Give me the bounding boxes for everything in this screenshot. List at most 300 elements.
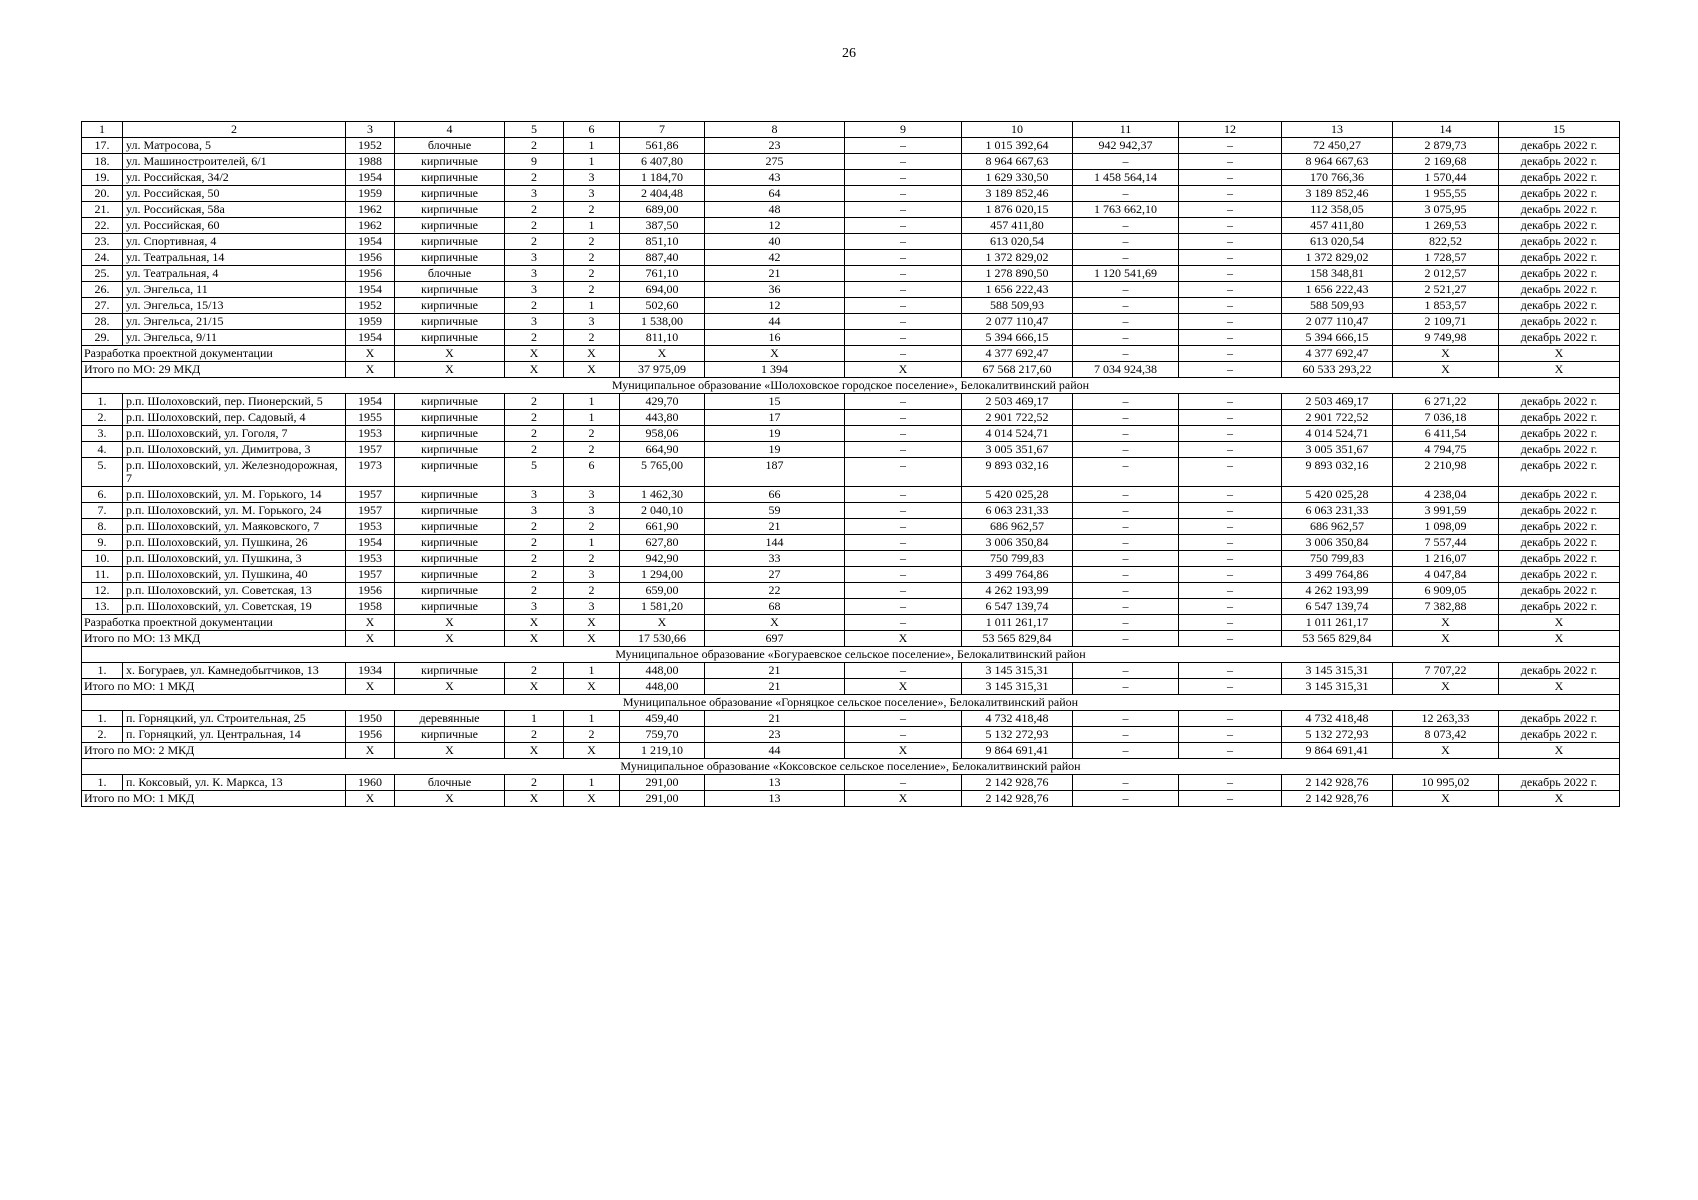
residents: 275 [705, 154, 845, 170]
row-index: 22. [82, 218, 123, 234]
col-11: – [1073, 551, 1179, 567]
deadline: декабрь 2022 г. [1499, 394, 1620, 410]
unit-cost: 3 991,59 [1393, 503, 1499, 519]
address: ул. Энгельса, 21/15 [123, 314, 346, 330]
col-11: – [1073, 567, 1179, 583]
residents: 27 [705, 567, 845, 583]
column-number-header: 13 [1282, 122, 1393, 138]
entrances: 3 [564, 487, 620, 503]
subtotal-value: X [395, 362, 505, 378]
column-number-header: 9 [845, 122, 962, 138]
column-number-header: 5 [505, 122, 564, 138]
floors: 2 [505, 410, 564, 426]
subtotal-row [82, 362, 1620, 378]
col-9: – [845, 314, 962, 330]
subtotal-value: X [346, 346, 395, 362]
col-9: – [845, 154, 962, 170]
floors: 2 [505, 218, 564, 234]
area: 1 538,00 [620, 314, 705, 330]
area: 887,40 [620, 250, 705, 266]
floors: 3 [505, 314, 564, 330]
row-index: 20. [82, 186, 123, 202]
total-cost: 5 420 025,28 [962, 487, 1073, 503]
deadline: декабрь 2022 г. [1499, 487, 1620, 503]
row-index: 24. [82, 250, 123, 266]
total-cost: 2 503 469,17 [962, 394, 1073, 410]
year-built: 1959 [346, 314, 395, 330]
subtotal-value: X [564, 679, 620, 695]
floors: 2 [505, 727, 564, 743]
total-cost: 2 077 110,47 [962, 314, 1073, 330]
col-12: – [1179, 583, 1282, 599]
address: ул. Театральная, 14 [123, 250, 346, 266]
unit-cost: 9 749,98 [1393, 330, 1499, 346]
deadline: декабрь 2022 г. [1499, 154, 1620, 170]
total-cost: 1 629 330,50 [962, 170, 1073, 186]
floors: 2 [505, 775, 564, 791]
wall-material: деревянные [395, 711, 505, 727]
subtotal-value: X [1393, 743, 1499, 759]
residents: 59 [705, 503, 845, 519]
residents: 22 [705, 583, 845, 599]
area: 443,80 [620, 410, 705, 426]
unit-cost: 1 853,57 [1393, 298, 1499, 314]
subtotal-value: X [1393, 679, 1499, 695]
address: р.п. Шолоховский, пер. Садовый, 4 [123, 410, 346, 426]
col-9: – [845, 426, 962, 442]
unit-cost: 1 570,44 [1393, 170, 1499, 186]
floors: 3 [505, 186, 564, 202]
year-built: 1955 [346, 410, 395, 426]
row-index: 25. [82, 266, 123, 282]
unit-cost: 2 012,57 [1393, 266, 1499, 282]
subtotal-value: 7 034 924,38 [1073, 362, 1179, 378]
subtotal-value: 1 219,10 [620, 743, 705, 759]
total-cost: 1 876 020,15 [962, 202, 1073, 218]
subtotal-value: 697 [705, 631, 845, 647]
address: р.п. Шолоховский, ул. Советская, 13 [123, 583, 346, 599]
col-11: – [1073, 503, 1179, 519]
subtotal-value: X [505, 615, 564, 631]
unit-cost: 10 995,02 [1393, 775, 1499, 791]
table-row [82, 426, 1620, 442]
subtotal-value: – [1179, 615, 1282, 631]
floors: 2 [505, 394, 564, 410]
subtotal-value: – [845, 346, 962, 362]
subtotal-value: 448,00 [620, 679, 705, 695]
floors: 2 [505, 426, 564, 442]
floors: 5 [505, 458, 564, 487]
year-built: 1959 [346, 186, 395, 202]
floors: 3 [505, 487, 564, 503]
year-built: 1953 [346, 519, 395, 535]
wall-material: кирпичные [395, 567, 505, 583]
col-11: 1 120 541,69 [1073, 266, 1179, 282]
col-11: – [1073, 599, 1179, 615]
subtotal-value: X [1499, 615, 1620, 631]
residents: 23 [705, 727, 845, 743]
col-12: – [1179, 551, 1282, 567]
municipality-header-row [82, 759, 1620, 775]
address: р.п. Шолоховский, ул. Железнодорожная, 7 [123, 458, 346, 487]
col-11: – [1073, 663, 1179, 679]
address: ул. Российская, 34/2 [123, 170, 346, 186]
subtotal-value: X [395, 743, 505, 759]
subtotal-value: X [705, 346, 845, 362]
area: 459,40 [620, 711, 705, 727]
year-built: 1954 [346, 330, 395, 346]
table-row [82, 487, 1620, 503]
col-12: – [1179, 298, 1282, 314]
deadline: декабрь 2022 г. [1499, 202, 1620, 218]
residents: 21 [705, 519, 845, 535]
col-13: 3 189 852,46 [1282, 186, 1393, 202]
column-number-header: 6 [564, 122, 620, 138]
floors: 2 [505, 298, 564, 314]
col-11: 1 458 564,14 [1073, 170, 1179, 186]
col-11: – [1073, 711, 1179, 727]
area: 689,00 [620, 202, 705, 218]
deadline: декабрь 2022 г. [1499, 503, 1620, 519]
total-cost: 3 189 852,46 [962, 186, 1073, 202]
area: 694,00 [620, 282, 705, 298]
area: 1 184,70 [620, 170, 705, 186]
residents: 68 [705, 599, 845, 615]
subtotal-value: X [346, 615, 395, 631]
subtotal-value: – [1073, 631, 1179, 647]
col-13: 9 893 032,16 [1282, 458, 1393, 487]
subtotal-value: – [1179, 362, 1282, 378]
col-9: – [845, 663, 962, 679]
area: 502,60 [620, 298, 705, 314]
column-number-header: 7 [620, 122, 705, 138]
residents: 15 [705, 394, 845, 410]
col-11: – [1073, 775, 1179, 791]
year-built: 1957 [346, 567, 395, 583]
address: ул. Энгельса, 9/11 [123, 330, 346, 346]
wall-material: кирпичные [395, 503, 505, 519]
column-number-header: 1 [82, 122, 123, 138]
deadline: декабрь 2022 г. [1499, 234, 1620, 250]
unit-cost: 2 879,73 [1393, 138, 1499, 154]
total-cost: 4 014 524,71 [962, 426, 1073, 442]
total-cost: 613 020,54 [962, 234, 1073, 250]
unit-cost: 2 210,98 [1393, 458, 1499, 487]
col-12: – [1179, 154, 1282, 170]
col-11: 942 942,37 [1073, 138, 1179, 154]
address: р.п. Шолоховский, ул. Пушкина, 26 [123, 535, 346, 551]
floors: 1 [505, 711, 564, 727]
table-row [82, 138, 1620, 154]
residents: 23 [705, 138, 845, 154]
col-11: – [1073, 234, 1179, 250]
row-index: 2. [82, 410, 123, 426]
wall-material: кирпичные [395, 154, 505, 170]
subtotal-value: X [564, 362, 620, 378]
col-11: – [1073, 218, 1179, 234]
entrances: 1 [564, 711, 620, 727]
col-13: 2 901 722,52 [1282, 410, 1393, 426]
area: 2 404,48 [620, 186, 705, 202]
subtotal-value: X [845, 791, 962, 807]
col-13: 3 005 351,67 [1282, 442, 1393, 458]
col-12: – [1179, 202, 1282, 218]
col-13: 3 145 315,31 [1282, 663, 1393, 679]
deadline: декабрь 2022 г. [1499, 250, 1620, 266]
address: ул. Машиностроителей, 6/1 [123, 154, 346, 170]
row-index: 27. [82, 298, 123, 314]
subtotal-value: 1 011 261,17 [962, 615, 1073, 631]
year-built: 1954 [346, 234, 395, 250]
unit-cost: 4 238,04 [1393, 487, 1499, 503]
residents: 42 [705, 250, 845, 266]
table-row [82, 519, 1620, 535]
address: ул. Энгельса, 11 [123, 282, 346, 298]
subtotal-value: X [395, 679, 505, 695]
area: 761,10 [620, 266, 705, 282]
column-number-header: 8 [705, 122, 845, 138]
table-row [82, 535, 1620, 551]
deadline: декабрь 2022 г. [1499, 266, 1620, 282]
deadline: декабрь 2022 г. [1499, 138, 1620, 154]
entrances: 2 [564, 330, 620, 346]
area: 291,00 [620, 775, 705, 791]
subtotal-value: X [1499, 631, 1620, 647]
deadline: декабрь 2022 г. [1499, 535, 1620, 551]
unit-cost: 1 269,53 [1393, 218, 1499, 234]
subtotal-value: X [1393, 631, 1499, 647]
address: ул. Спортивная, 4 [123, 234, 346, 250]
area: 661,90 [620, 519, 705, 535]
column-number-header: 15 [1499, 122, 1620, 138]
col-12: – [1179, 663, 1282, 679]
subtotal-value: 3 145 315,31 [1282, 679, 1393, 695]
subtotal-value: X [346, 743, 395, 759]
deadline: декабрь 2022 г. [1499, 599, 1620, 615]
subtotal-value: – [1179, 346, 1282, 362]
floors: 2 [505, 519, 564, 535]
col-9: – [845, 266, 962, 282]
subtotal-value: – [1179, 631, 1282, 647]
wall-material: блочные [395, 266, 505, 282]
wall-material: кирпичные [395, 282, 505, 298]
subtotal-value: – [1073, 791, 1179, 807]
unit-cost: 1 728,57 [1393, 250, 1499, 266]
table-row [82, 186, 1620, 202]
subtotal-value: X [564, 791, 620, 807]
subtotal-value: X [1499, 346, 1620, 362]
col-13: 170 766,36 [1282, 170, 1393, 186]
entrances: 2 [564, 426, 620, 442]
area: 942,90 [620, 551, 705, 567]
col-13: 3 499 764,86 [1282, 567, 1393, 583]
row-index: 19. [82, 170, 123, 186]
subtotal-label: Разработка проектной документации [82, 346, 346, 362]
col-13: 4 732 418,48 [1282, 711, 1393, 727]
entrances: 2 [564, 519, 620, 535]
deadline: декабрь 2022 г. [1499, 663, 1620, 679]
table-row [82, 775, 1620, 791]
subtotal-value: X [564, 615, 620, 631]
floors: 2 [505, 202, 564, 218]
floors: 2 [505, 170, 564, 186]
col-12: – [1179, 442, 1282, 458]
deadline: декабрь 2022 г. [1499, 519, 1620, 535]
floors: 2 [505, 567, 564, 583]
wall-material: кирпичные [395, 426, 505, 442]
total-cost: 8 964 667,63 [962, 154, 1073, 170]
unit-cost: 4 794,75 [1393, 442, 1499, 458]
col-9: – [845, 250, 962, 266]
residents: 19 [705, 426, 845, 442]
year-built: 1952 [346, 138, 395, 154]
address: ул. Российская, 60 [123, 218, 346, 234]
column-number-header: 10 [962, 122, 1073, 138]
residents: 16 [705, 330, 845, 346]
deadline: декабрь 2022 г. [1499, 282, 1620, 298]
subtotal-label: Итого по МО: 13 МКД [82, 631, 346, 647]
table-row [82, 298, 1620, 314]
subtotal-label: Разработка проектной документации [82, 615, 346, 631]
col-13: 8 964 667,63 [1282, 154, 1393, 170]
entrances: 2 [564, 583, 620, 599]
row-index: 1. [82, 663, 123, 679]
area: 1 462,30 [620, 487, 705, 503]
total-cost: 4 732 418,48 [962, 711, 1073, 727]
deadline: декабрь 2022 г. [1499, 567, 1620, 583]
total-cost: 2 142 928,76 [962, 775, 1073, 791]
subtotal-value: X [1499, 362, 1620, 378]
table-row [82, 234, 1620, 250]
wall-material: кирпичные [395, 442, 505, 458]
subtotal-value: 1 011 261,17 [1282, 615, 1393, 631]
subtotal-value: 1 394 [705, 362, 845, 378]
area: 448,00 [620, 663, 705, 679]
subtotal-value: X [505, 743, 564, 759]
subtotal-value: X [705, 615, 845, 631]
area: 759,70 [620, 727, 705, 743]
year-built: 1950 [346, 711, 395, 727]
unit-cost: 3 075,95 [1393, 202, 1499, 218]
row-index: 11. [82, 567, 123, 583]
table-row [82, 599, 1620, 615]
subtotal-value: X [564, 743, 620, 759]
residents: 12 [705, 218, 845, 234]
row-index: 4. [82, 442, 123, 458]
subtotal-value: X [505, 791, 564, 807]
col-9: – [845, 727, 962, 743]
col-13: 6 547 139,74 [1282, 599, 1393, 615]
wall-material: кирпичные [395, 535, 505, 551]
entrances: 6 [564, 458, 620, 487]
unit-cost: 1 216,07 [1393, 551, 1499, 567]
deadline: декабрь 2022 г. [1499, 330, 1620, 346]
total-cost: 1 372 829,02 [962, 250, 1073, 266]
unit-cost: 7 557,44 [1393, 535, 1499, 551]
table-row [82, 202, 1620, 218]
wall-material: блочные [395, 138, 505, 154]
municipality-header-row [82, 378, 1620, 394]
entrances: 2 [564, 551, 620, 567]
wall-material: кирпичные [395, 186, 505, 202]
subtotal-row [82, 791, 1620, 807]
subtotal-value: X [845, 631, 962, 647]
col-13: 613 020,54 [1282, 234, 1393, 250]
deadline: декабрь 2022 г. [1499, 551, 1620, 567]
floors: 3 [505, 250, 564, 266]
unit-cost: 12 263,33 [1393, 711, 1499, 727]
address: х. Богураев, ул. Камнедобытчиков, 13 [123, 663, 346, 679]
subtotal-value: X [395, 346, 505, 362]
col-13: 2 077 110,47 [1282, 314, 1393, 330]
col-12: – [1179, 186, 1282, 202]
address: р.п. Шолоховский, ул. М. Горького, 14 [123, 487, 346, 503]
residents: 187 [705, 458, 845, 487]
area: 6 407,80 [620, 154, 705, 170]
residents: 48 [705, 202, 845, 218]
subtotal-value: X [1393, 615, 1499, 631]
address: ул. Российская, 50 [123, 186, 346, 202]
column-number-header: 12 [1179, 122, 1282, 138]
row-index: 17. [82, 138, 123, 154]
deadline: декабрь 2022 г. [1499, 458, 1620, 487]
entrances: 1 [564, 298, 620, 314]
col-13: 2 503 469,17 [1282, 394, 1393, 410]
col-13: 1 656 222,43 [1282, 282, 1393, 298]
entrances: 2 [564, 234, 620, 250]
table-row [82, 250, 1620, 266]
col-11: – [1073, 583, 1179, 599]
entrances: 3 [564, 170, 620, 186]
area: 1 294,00 [620, 567, 705, 583]
column-number-header: 11 [1073, 122, 1179, 138]
subtotal-value: X [505, 631, 564, 647]
entrances: 2 [564, 266, 620, 282]
entrances: 1 [564, 410, 620, 426]
col-9: – [845, 519, 962, 535]
area: 429,70 [620, 394, 705, 410]
unit-cost: 2 169,68 [1393, 154, 1499, 170]
subtotal-value: – [1073, 615, 1179, 631]
address: ул. Театральная, 4 [123, 266, 346, 282]
unit-cost: 1 955,55 [1393, 186, 1499, 202]
col-9: – [845, 567, 962, 583]
year-built: 1952 [346, 298, 395, 314]
subtotal-value: 60 533 293,22 [1282, 362, 1393, 378]
row-index: 13. [82, 599, 123, 615]
year-built: 1956 [346, 583, 395, 599]
col-13: 2 142 928,76 [1282, 775, 1393, 791]
subtotal-value: 37 975,09 [620, 362, 705, 378]
wall-material: кирпичные [395, 487, 505, 503]
floors: 2 [505, 330, 564, 346]
area: 851,10 [620, 234, 705, 250]
col-13: 4 014 524,71 [1282, 426, 1393, 442]
row-index: 12. [82, 583, 123, 599]
table-row [82, 314, 1620, 330]
entrances: 3 [564, 503, 620, 519]
total-cost: 686 962,57 [962, 519, 1073, 535]
unit-cost: 4 047,84 [1393, 567, 1499, 583]
table-row [82, 218, 1620, 234]
wall-material: кирпичные [395, 218, 505, 234]
row-index: 28. [82, 314, 123, 330]
col-12: – [1179, 535, 1282, 551]
row-index: 1. [82, 711, 123, 727]
subtotal-value: X [1393, 791, 1499, 807]
year-built: 1960 [346, 775, 395, 791]
floors: 2 [505, 663, 564, 679]
